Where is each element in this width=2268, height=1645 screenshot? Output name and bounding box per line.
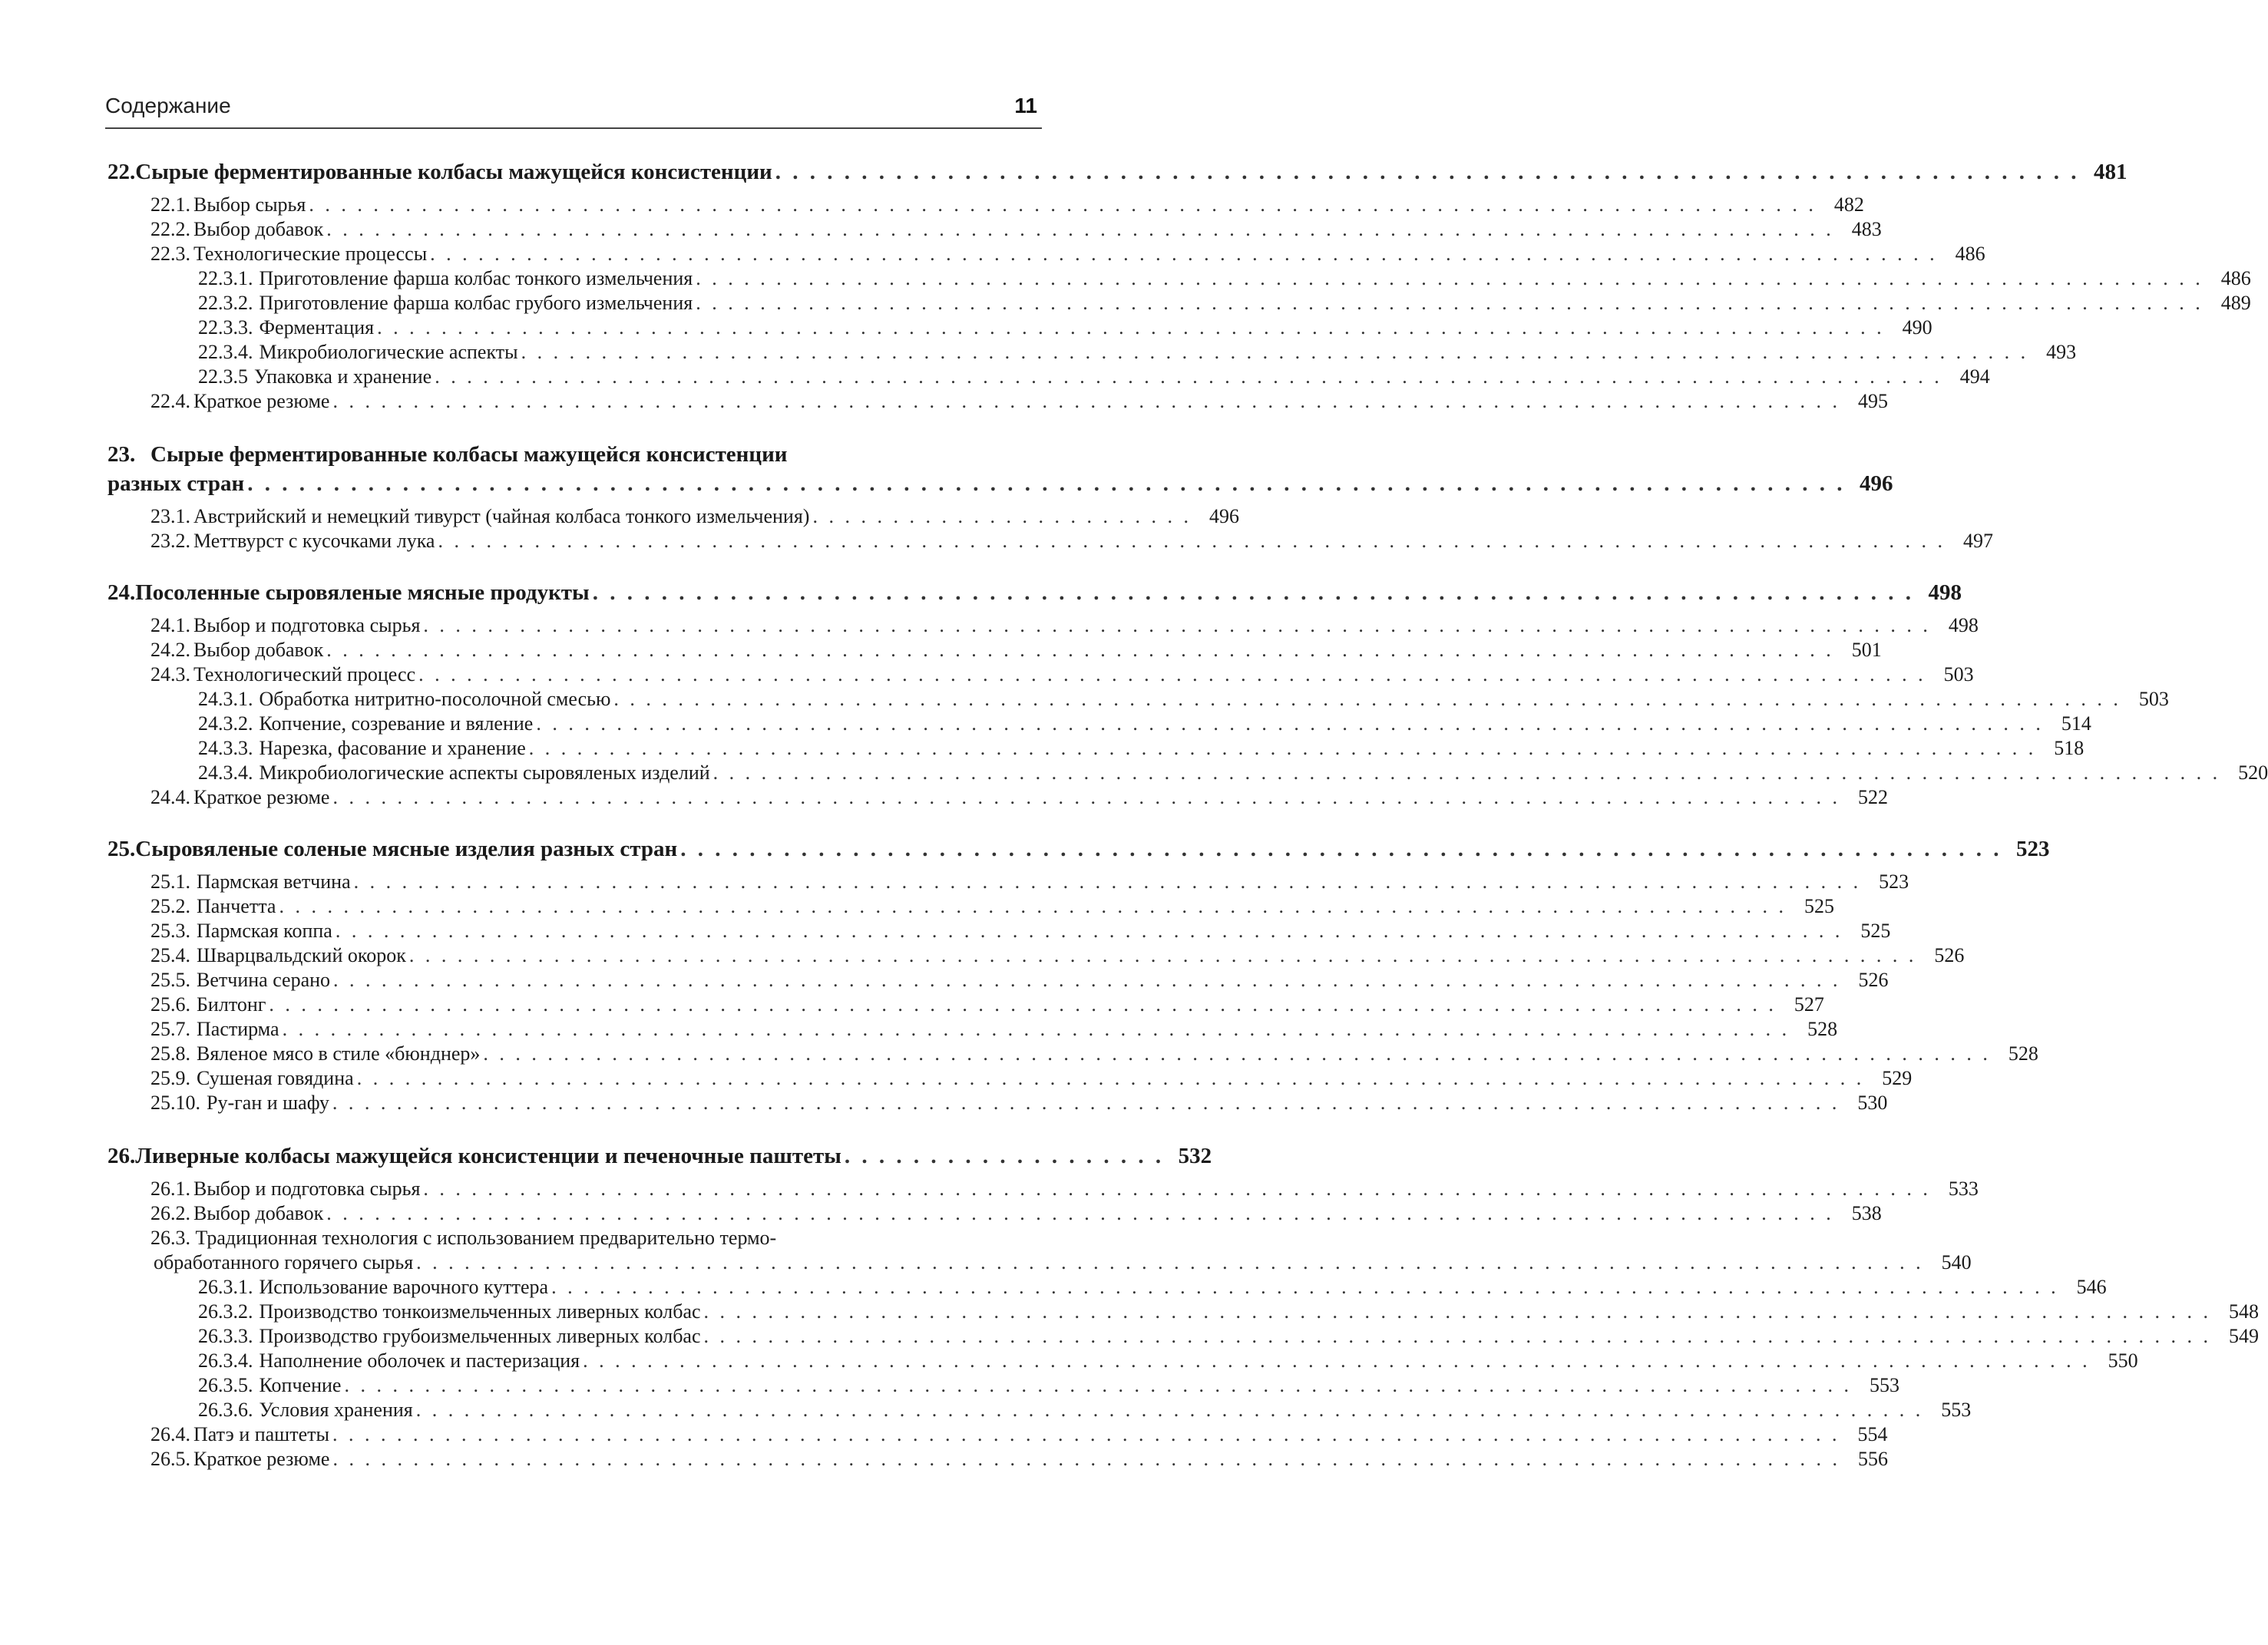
leader-dots: . . . . . . . . . . . . . . . . . . . . . . . . . . . . . . . . . . . . . . . . . . . . . . . . . . . . . . . . . . . . . . . . . . . . . . . . . . . . . . . . . . . . . . . . . . . . . . [282, 1018, 1790, 1040]
toc-number: 22.3.1. [198, 267, 253, 289]
leader-dots: . . . . . . . . . . . . . . . . . . . . . . . . . . . . . . . . . . . . . . . . . . . . . . . . . . . . . . . . . . . . . . . . . . . . . . . . . . . . . . . . . . . . . . . . . . . . . . [483, 1042, 1991, 1065]
toc-subsection-26-3-6[interactable] [107, 1399, 1972, 1422]
toc-page: 548 [2229, 1300, 2260, 1323]
toc-page: 486 [2220, 267, 2251, 289]
toc-page: 481 [2094, 160, 2127, 184]
toc-number: 23.1. [150, 505, 190, 527]
leader-dots: . . . . . . . . . . . . . . . . . . . . . . . . . . . . . . . . . . . . . . . . . . . . . . . . . . . . . . . . . . . . . . . . . . . . . . . . . . . . . . . . . . . . . . . . . . . . . . [335, 920, 1843, 942]
toc-number: 24. [107, 580, 136, 605]
toc-page: 486 [1955, 243, 1985, 265]
toc-page: 518 [2054, 737, 2085, 759]
toc-section-22-3[interactable] [107, 243, 1985, 266]
toc-number: 24.3.1. [198, 688, 253, 710]
toc-title: Технологические процессы [193, 243, 428, 265]
leader-dots: . . . . . . . . . . . . . . . . . . . . . . . . . . . . . . . . . . . . . . . . . . . . . . . . . . . . . . . . . . . . . . . . . . . . . . . . . . . . . . . . . . . . . . . . . . . . . . [703, 1325, 2212, 1347]
toc-subsection-26-3-2[interactable] [107, 1300, 2260, 1323]
toc-section-26-5[interactable] [107, 1448, 1888, 1471]
toc-title: Производство грубоизмельченных ливерных колбас [259, 1325, 701, 1347]
toc-number: 26.3.4. [198, 1349, 253, 1372]
toc-number: 25.10. [150, 1092, 200, 1114]
toc-page: 525 [1860, 920, 1891, 942]
toc-page: 549 [2229, 1325, 2260, 1347]
toc-subsection-24-3-3[interactable] [107, 737, 2085, 760]
leader-dots: . . . . . . . . . . . . . . . . . . . . . . . . . . . . . . . . . . . . . . . . . . . . . . . . . . . . . . . . . . . . . . . . . . . . . . . . . . . . . . . . . . . . . . . . . . . . . . [613, 688, 2121, 710]
leader-dots: . . . . . . . . . . . . . . . . . . . . . . . . . . . . . . . . . . . . . . . . . . . . . . . . . . . . . . . . . . . . . . . . . . . . . . . . . . . . . . . . . . . . . . . . . . . . . . [333, 969, 1841, 991]
toc-title: Меттвурст с кусочками лука [193, 530, 435, 552]
leader-dots: . . . . . . . . . . . . . . . . . . . . . . . . . . . . . . . . . . . . . . . . . . . . . . . . . . . . . . . . . . . . . . . . . . . . . . . . . . . . . . . . . . . . . . . . . . . . . . [712, 761, 2221, 784]
toc-number: 23. [107, 442, 136, 467]
leader-dots: . . . . . . . . . . . . . . . . . . . . . . . . . . . . . . . . . . . . . . . . . . . . . . . . . . . . . . . . . . . . . . . . . . . . . . . . . . . . . . . . . . . . . . . . . . . . . . [551, 1276, 2059, 1298]
toc-title-line1: Сырые ферментированные колбасы мажущейся консистенции [150, 442, 788, 467]
toc-section-26-2[interactable] [107, 1202, 1882, 1225]
toc-title: Выбор добавок [193, 1202, 324, 1224]
toc-section-26-3-line2[interactable] [107, 1251, 1972, 1274]
toc-number: 26. [107, 1144, 136, 1168]
toc-title: Копчение [259, 1374, 342, 1396]
leader-dots: . . . . . . . . . . . . . . . . . . . . . . . . . . . . . . . . . . . . . . . . . . . . . . . . . . . . . . . . . . . . . . . . . . . . . . . . . . . . . . . . . . . . . . . . . . . . . . [423, 1178, 1931, 1200]
toc-page: 526 [1934, 944, 1965, 966]
leader-dots: . . . . . . . . . . . . . . . . . . . . . . . . . . . . . . . . . . . . . . . . . . . . . . . . . . . . . . . . . . . . . . . . . . . . . . . . . . . . . . . . . . . . . . . . . . . . . . [332, 1448, 1840, 1470]
toc-page: 553 [1941, 1399, 1972, 1421]
leader-dots: . . . . . . . . . . . . . . . . . . . . . . . . . . . . . . . . . . . . . . . . . . . . . . . . . . . . . . . . . . . . . . . . . . . . . . . . . . . . . . . . . . . . . . . . . . . . . . [326, 218, 1834, 240]
leader-dots: . . . . . . . . . . . . . . . . . . . . . . . . . . . . . . . . . . . . . . . . . . . . . . . . . . . . . . . . . . . . . . . . . . . . . . . . . . . . . . . . . . . . . . . . . . . . . . [326, 639, 1834, 661]
toc-title: Приготовление фарша колбас тонкого измельчения [259, 267, 693, 289]
toc-subsection-24-3-2[interactable] [107, 712, 2091, 735]
toc-section-23-2[interactable] [107, 530, 1993, 553]
toc-number: 22.4. [150, 390, 190, 412]
toc-title: Ру-ган и шафу [207, 1092, 329, 1114]
toc-title-line1: Традиционная технология с использованием предварительно термо- [195, 1227, 777, 1249]
toc-number: 26.5. [150, 1448, 190, 1470]
leader-dots: . . . . . . . . . . . . . . . . . . . . . . . . . . . . . . . . . . . . . . . . . . . . . . . . . . . . . . . . . . . . . . . . . . . . . . . . . . . . . . . . . . . . . . . . . . . . . . [528, 737, 2037, 759]
toc-title: Вяленое мясо в стиле «бюнднер» [197, 1042, 481, 1065]
toc-number: 22.2. [150, 218, 190, 240]
toc-title: Краткое резюме [193, 1448, 330, 1470]
toc-number: 25.5. [150, 969, 190, 991]
toc-subsection-22-3-2[interactable] [107, 292, 2251, 315]
toc-number: 25.1. [150, 870, 190, 893]
toc-page: 526 [1858, 969, 1889, 991]
toc-page: 496 [1208, 505, 1239, 527]
leader-dots: . . . . . . . . . . . . . . . . . . . . . . . . . . . . . . . . . . . . . . . . . . . . . . . . . . . . . . . . . . . . . . . . . . . . . . . . . . . . . . . . . . . . . . . . . . . . . . [332, 1092, 1840, 1114]
toc-section-24-2[interactable] [107, 639, 1882, 662]
toc-number: 25. [107, 837, 136, 861]
toc-section-25-6[interactable] [107, 993, 1824, 1016]
leader-dots: . . . . . . . . . . . . . . . . . . . . . . . . . . . . . . . . . . . . . . . . . . . . . . . . . . . . . . . . . . . . . . . . . . . . . . . . . . . . . [592, 580, 1914, 605]
leader-dots: . . . . . . . . . . . . . . . . . . . . . . . . . . . . . . . . . . . . . . . . . . . . . . . . . . . . . . . . . . . . . . . . . . . . . . . . . . . . . . . . . . . . . . . . . . . . . . [703, 1300, 2212, 1323]
toc-number: 26.3.3. [198, 1325, 253, 1347]
leader-dots: . . . . . . . . . . . . . . . . . . . . . . . . . . . . . . . . . . . . . . . . . . . . . . . . . . . . . . . . . . . . . . . . . . . . . . . . . . . . . . . . . . . . . . . . . . . . . . [377, 316, 1885, 339]
toc-section-24-1[interactable] [107, 614, 1979, 637]
toc-subsection-22-3-3[interactable] [107, 316, 1932, 339]
toc-section-26-1[interactable] [107, 1178, 1979, 1201]
toc-chapter-23-line1[interactable] [107, 442, 788, 467]
leader-dots: . . . . . . . . . . . . . . . . . . . . . . . . . . . . . . . . . . . . . . . . . . . . . . . . . . . . . . . . . . . . . . . . . . . . . . . . . . . . [775, 160, 2080, 184]
leader-dots: . . . . . . . . . . . . . . . . . . . . . . . . . . . . . . . . . . . . . . . . . . . . . . . . . . . . . . . . . . . . . . . . . . . . . . . . . . . . . . . . . . . . . . . . . . . . . . [583, 1349, 2091, 1372]
toc-page: 525 [1803, 895, 1834, 917]
toc-title: Выбор добавок [193, 218, 324, 240]
toc-number: 23.2. [150, 530, 190, 552]
leader-dots: . . . . . . . . . . . . . . . . . . . . . . . . . . . . . . . . . . . . . . . . . . . . . . . . . . . . . . . . . . . . . . . . . . . . . . . . . . . . . [680, 837, 2002, 861]
running-header [105, 94, 1042, 129]
toc-number: 25.6. [150, 993, 190, 1016]
toc-number: 26.4. [150, 1423, 190, 1445]
toc-title: Пастирма [197, 1018, 279, 1040]
leader-dots: . . . . . . . . . . . . . . . . . . . . . . . . . . . . . . . . . . . . . . . . . . . . . . . . . . . . . . . . . . . . . . . . . . . . . . . . . . . . . . . . . . . . . . . . . . . . . . [332, 786, 1840, 808]
toc-chapter-24[interactable] [107, 580, 1962, 606]
toc-number: 24.4. [150, 786, 190, 808]
toc-title: Шварцвальдский окорок [197, 944, 406, 966]
toc-section-24-4[interactable] [107, 786, 1888, 809]
leader-dots: . . . . . . . . . . . . . . . . . . . . . . . . . . . . . . . . . . . . . . . . . . . . . . . . . . . . . . . . . . . . . . . . . . . . . . . . . . . . . . . . . . . . . . . . . . . . . . [326, 1202, 1834, 1224]
toc-number: 22.3.3. [198, 316, 253, 339]
toc-section-25-10[interactable] [107, 1092, 1888, 1115]
leader-dots: . . . . . . . . . . . . . . . . . . . . . . . . . . . . . . . . . . . . . . . . . . . . . . . . . . . . . . . . . . . . . . . . . . . . . . . . . . . . . . . . . . . . . . . . . . . . . . [416, 1251, 1924, 1273]
leader-dots: . . . . . . . . . . . . . . . . . . . . . . . . . . . . . . . . . . . . . . . . . . . . . . . . . . . . . . . . . . . . . . . . . . . . . . . . . . . . . . . . . . . . . . . . . . . . . . [356, 1067, 1865, 1089]
toc-title: Условия хранения [259, 1399, 413, 1421]
toc-page: 528 [1807, 1018, 1838, 1040]
toc-section-26-4[interactable] [107, 1423, 1888, 1446]
toc-number: 22.3. [150, 243, 190, 265]
toc-title: Выбор сырья [193, 193, 306, 216]
toc-page: 546 [2076, 1276, 2107, 1298]
toc-page: 533 [1948, 1178, 1979, 1200]
toc-page: 529 [1882, 1067, 1913, 1089]
toc-number: 26.1. [150, 1178, 190, 1200]
toc-page: 493 [2046, 341, 2077, 363]
toc-section-26-3-line1[interactable] [150, 1227, 776, 1250]
toc-title: Австрийский и немецкий тивурст (чайная колбаса тонкого измельчения) [193, 505, 810, 527]
toc-title: Нарезка, фасование и хранение [259, 737, 526, 759]
toc-title: Производство тонкоизмельченных ливерных колбас [259, 1300, 701, 1323]
toc-page: 540 [1941, 1251, 1972, 1273]
leader-dots: . . . . . . . . . . . . . . . . . . . . . . . . . . . . . . . . . . . . . . . . . . . . . . . . . . . . . . . . . . . . . . . . . . . . . . . . . . . . . . . . . . . . . . . . . . . . . . [521, 341, 2029, 363]
leader-dots: . . . . . . . . . . . . . . . . . . . . . . . . . . . . . . . . . . . . . . . . . . . . . . . . . . . . . . . . . . . . . . . . . . . . . . . . . . . . . . . . . . . . . . . . . . . . . . [344, 1374, 1852, 1396]
toc-chapter-26[interactable] [107, 1144, 1212, 1169]
toc-title-line2: разных стран [107, 471, 245, 496]
toc-title: Билтонг [197, 993, 266, 1016]
toc-page: 498 [1948, 614, 1979, 636]
toc-number: 25.3. [150, 920, 190, 942]
toc-section-22-4[interactable] [107, 390, 1888, 413]
toc-page: 527 [1794, 993, 1824, 1016]
toc-page: 501 [1851, 639, 1882, 661]
toc-section-25-9[interactable] [107, 1067, 1913, 1090]
toc-title: Приготовление фарша колбас грубого измельчения [259, 292, 693, 314]
toc-title: Упаковка и хранение [254, 365, 432, 388]
toc-subsection-22-3-5[interactable] [107, 365, 1990, 388]
toc-page: 522 [1857, 786, 1888, 808]
toc-chapter-25[interactable] [107, 837, 2050, 862]
toc-subsection-26-3-3[interactable] [107, 1325, 2260, 1348]
toc-page: 503 [1943, 663, 1974, 685]
toc-number: 24.3. [150, 663, 190, 685]
toc-number: 24.1. [150, 614, 190, 636]
toc-page: 482 [1833, 193, 1864, 216]
toc-section-25-5[interactable] [107, 969, 1889, 992]
toc-title: Микробиологические аспекты [259, 341, 518, 363]
toc-page: 550 [2108, 1349, 2138, 1372]
toc-page: 489 [2220, 292, 2251, 314]
leader-dots: . . . . . . . . . . . . . . . . . . . . . . . . . . . . . . . . . . . . . . . . . . . . . . . . . . . . . . . . . . . . . . . . . . . . . . . . . . . . . . . . . . . . . . . . . . . . . . [408, 944, 1917, 966]
leader-dots: . . . . . . . . . . . . . . . . . . . . . . . . . . . . . . . . . . . . . . . . . . . . . . . . . . . . . . . . . . . . . . . . . . . . . . . . . . . . . . . . . . . . . . . . . . . . . . [430, 243, 1938, 265]
toc-number: 26.3.2. [198, 1300, 253, 1323]
leader-dots: . . . . . . . . . . . . . . . . . . . . . . . . . . . . . . . . . . . . . . . . . . . . . . . . . . . . . . . . . . . . . . . . . . . . . . . . . . . . . . . . . . . . . . . . . . . . . . [279, 895, 1787, 917]
toc-subsection-24-3-4[interactable] [107, 761, 2268, 785]
toc-number: 25.2. [150, 895, 190, 917]
toc-page: 514 [2061, 712, 2091, 735]
toc-subsection-24-3-1[interactable] [107, 688, 2169, 711]
toc-chapter-23-line2[interactable] [107, 471, 1893, 497]
toc-section-25-4[interactable] [107, 944, 1965, 967]
toc-number: 26.3.6. [198, 1399, 253, 1421]
toc-number: 22.1. [150, 193, 190, 216]
toc-title: Выбор и подготовка сырья [193, 1178, 421, 1200]
toc-number: 24.2. [150, 639, 190, 661]
toc-number: 25.9. [150, 1067, 190, 1089]
toc-section-23-1[interactable] [107, 505, 1239, 528]
toc-number: 22.3.2. [198, 292, 253, 314]
toc-page: 532 [1178, 1144, 1212, 1168]
leader-dots: . . . . . . . . . . . . . . . . . . . . . . . . . . . . . . . . . . . . . . . . . . . . . . . . . . . . . . . . . . . . . . . . . . . . . . . . . . . . . . . . . . . . . . . . . . . . . [247, 471, 1846, 496]
leader-dots: . . . . . . . . . . . . . . . . . . . . . . . . . . . . . . . . . . . . . . . . . . . . . . . . . . . . . . . . . . . . . . . . . . . . . . . . . . . . . . . . . . . . . . . . . . . . . . [696, 267, 2204, 289]
toc-title: Сырые ферментированные колбасы мажущейся консистенции [135, 160, 772, 184]
toc-title: Копчение, созревание и вяление [259, 712, 534, 735]
leader-dots: . . . . . . . . . . . . . . . . . . . . . . . . . . . . . . . . . . . . . . . . . . . . . . . . . . . . . . . . . . . . . . . . . . . . . . . . . . . . . . . . . . . . . . . . . . . . . . [332, 390, 1840, 412]
toc-page: 497 [1962, 530, 1993, 552]
leader-dots: . . . . . . . . . . . . . . . . . . . . . . . . . . . . . . . . . . . . . . . . . . . . . . . . . . . . . . . . . . . . . . . . . . . . . . . . . . . . . . . . . . . . . . . . . . . . . . [536, 712, 2044, 735]
toc-page: 523 [2015, 837, 2050, 861]
toc-title: Технологический процесс [193, 663, 416, 685]
toc-section-22-1[interactable] [107, 193, 1864, 216]
leader-dots: . . . . . . . . . . . . . . . . . . . . . . . . . . . . . . . . . . . . . . . . . . . . . . . . . . . . . . . . . . . . . . . . . . . . . . . . . . . . . . . . . . . . . . . . . . . . . . [269, 993, 1777, 1016]
toc-title: Ветчина серано [197, 969, 331, 991]
leader-dots: . . . . . . . . . . . . . . . . . . . . . . . . . . . . . . . . . . . . . . . . . . . . . . . . . . . . . . . . . . . . . . . . . . . . . . . . . . . . . . . . . . . . . . . . . . . . . . [418, 663, 1926, 685]
toc-title: Посоленные сыровяленые мясные продукты [135, 580, 590, 605]
toc-page: 523 [1879, 870, 1909, 893]
toc-title: Использование варочного куттера [259, 1276, 549, 1298]
toc-title: Краткое резюме [193, 390, 330, 412]
leader-dots: . . . . . . . . . . . . . . . . . . . . . . . . . . . . . . . . . . . . . . . . . . . . . . . . . . . . . . . . . . . . . . . . . . . . . . . . . . . . . . . . . . . . . . . . . . . . . . [696, 292, 2204, 314]
toc-title: Пармская ветчина [197, 870, 351, 893]
toc-subsection-26-3-5[interactable] [107, 1374, 1899, 1397]
toc-title: Краткое резюме [193, 786, 330, 808]
toc-number: 25.7. [150, 1018, 190, 1040]
leader-dots: . . . . . . . . . . . . . . . . . . . . . . . . [812, 505, 1192, 527]
toc-title: Патэ и паштеты [193, 1423, 329, 1445]
leader-dots: . . . . . . . . . . . . . . . . . . . . . . . . . . . . . . . . . . . . . . . . . . . . . . . . . . . . . . . . . . . . . . . . . . . . . . . . . . . . . . . . . . . . . . . . . . . . . . [415, 1399, 1924, 1421]
toc-page: 498 [1928, 580, 1962, 605]
toc-title: Сыровяленые соленые мясные изделия разных стран [135, 837, 678, 861]
header-title: Содержание [105, 94, 231, 117]
toc-title: Сушеная говядина [197, 1067, 354, 1089]
toc-page: 494 [1959, 365, 1990, 388]
toc-title: Панчетта [197, 895, 276, 917]
toc-number: 25.4. [150, 944, 190, 966]
toc-number: 24.3.2. [198, 712, 253, 735]
toc-subsection-26-3-1[interactable] [107, 1276, 2107, 1299]
toc-section-25-3[interactable] [107, 920, 1891, 943]
toc-section-25-1[interactable] [107, 870, 1909, 894]
toc-title: Ливерные колбасы мажущейся консистенции и печеночные паштеты [135, 1144, 841, 1168]
toc-number: 22.3.4. [198, 341, 253, 363]
toc-title: Выбор и подготовка сырья [193, 614, 421, 636]
toc-title: Пармская коппа [197, 920, 332, 942]
toc-page: 520 [2238, 761, 2268, 784]
toc-subsection-22-3-1[interactable] [107, 267, 2251, 290]
leader-dots: . . . . . . . . . . . . . . . . . . . . . . . . . . . . . . . . . . . . . . . . . . . . . . . . . . . . . . . . . . . . . . . . . . . . . . . . . . . . . . . . . . . . . . . . . . . . . . [438, 530, 1946, 552]
toc-number: 24.3.3. [198, 737, 253, 759]
toc-title-line2: обработанного горячего сырья [154, 1251, 414, 1273]
toc-page: 553 [1869, 1374, 1899, 1396]
toc-title: Ферментация [259, 316, 375, 339]
leader-dots: . . . . . . . . . . . . . . . . . . . . . . . . . . . . . . . . . . . . . . . . . . . . . . . . . . . . . . . . . . . . . . . . . . . . . . . . . . . . . . . . . . . . . . . . . . . . . . [423, 614, 1931, 636]
toc-page: 538 [1851, 1202, 1882, 1224]
toc-page: 556 [1857, 1448, 1888, 1470]
toc-number: 26.3.5. [198, 1374, 253, 1396]
toc-chapter-22[interactable] [107, 160, 2127, 185]
toc-page: 503 [2138, 688, 2169, 710]
toc-number: 26.3. [150, 1227, 190, 1249]
toc-page: 554 [1857, 1423, 1888, 1445]
toc-page: 496 [1859, 471, 1893, 496]
toc-number: 22.3.5 [198, 365, 248, 388]
leader-dots: . . . . . . . . . . . . . . . . . . . . . . . . . . . . . . . . . . . . . . . . . . . . . . . . . . . . . . . . . . . . . . . . . . . . . . . . . . . . . . . . . . . . . . . . . . . . . . [332, 1423, 1840, 1445]
toc-number: 25.8. [150, 1042, 190, 1065]
toc-page: 483 [1851, 218, 1882, 240]
leader-dots: . . . . . . . . . . . . . . . . . . . . . . . . . . . . . . . . . . . . . . . . . . . . . . . . . . . . . . . . . . . . . . . . . . . . . . . . . . . . . . . . . . . . . . . . . . . . . . [309, 193, 1817, 216]
toc-number: 22. [107, 160, 136, 184]
leader-dots: . . . . . . . . . . . . . . . . . . . [844, 1144, 1165, 1168]
toc-subsection-26-3-4[interactable] [107, 1349, 2138, 1372]
leader-dots: . . . . . . . . . . . . . . . . . . . . . . . . . . . . . . . . . . . . . . . . . . . . . . . . . . . . . . . . . . . . . . . . . . . . . . . . . . . . . . . . . . . . . . . . . . . . . . [435, 365, 1942, 388]
toc-title: Микробиологические аспекты сыровяленых изделий [259, 761, 710, 784]
toc-title: Выбор добавок [193, 639, 324, 661]
toc-section-25-7[interactable] [107, 1018, 1838, 1041]
toc-section-25-2[interactable] [107, 895, 1834, 918]
toc-page: 528 [2008, 1042, 2038, 1065]
toc-number: 26.2. [150, 1202, 190, 1224]
toc-section-22-2[interactable] [107, 218, 1882, 241]
toc-number: 26.3.1. [198, 1276, 253, 1298]
toc-section-25-8[interactable] [107, 1042, 2038, 1065]
toc-page: 495 [1857, 390, 1888, 412]
toc-title: Обработка нитритно-посолочной смесью [259, 688, 611, 710]
toc-subsection-22-3-4[interactable] [107, 341, 2077, 364]
toc-page: 490 [1902, 316, 1932, 339]
toc-page: 530 [1857, 1092, 1888, 1114]
leader-dots: . . . . . . . . . . . . . . . . . . . . . . . . . . . . . . . . . . . . . . . . . . . . . . . . . . . . . . . . . . . . . . . . . . . . . . . . . . . . . . . . . . . . . . . . . . . . . . [353, 870, 1862, 893]
toc-number: 24.3.4. [198, 761, 253, 784]
toc-title: Наполнение оболочек и пастеризация [259, 1349, 580, 1372]
header-page-number: 11 [1014, 94, 1037, 117]
toc-section-24-3[interactable] [107, 663, 1974, 686]
